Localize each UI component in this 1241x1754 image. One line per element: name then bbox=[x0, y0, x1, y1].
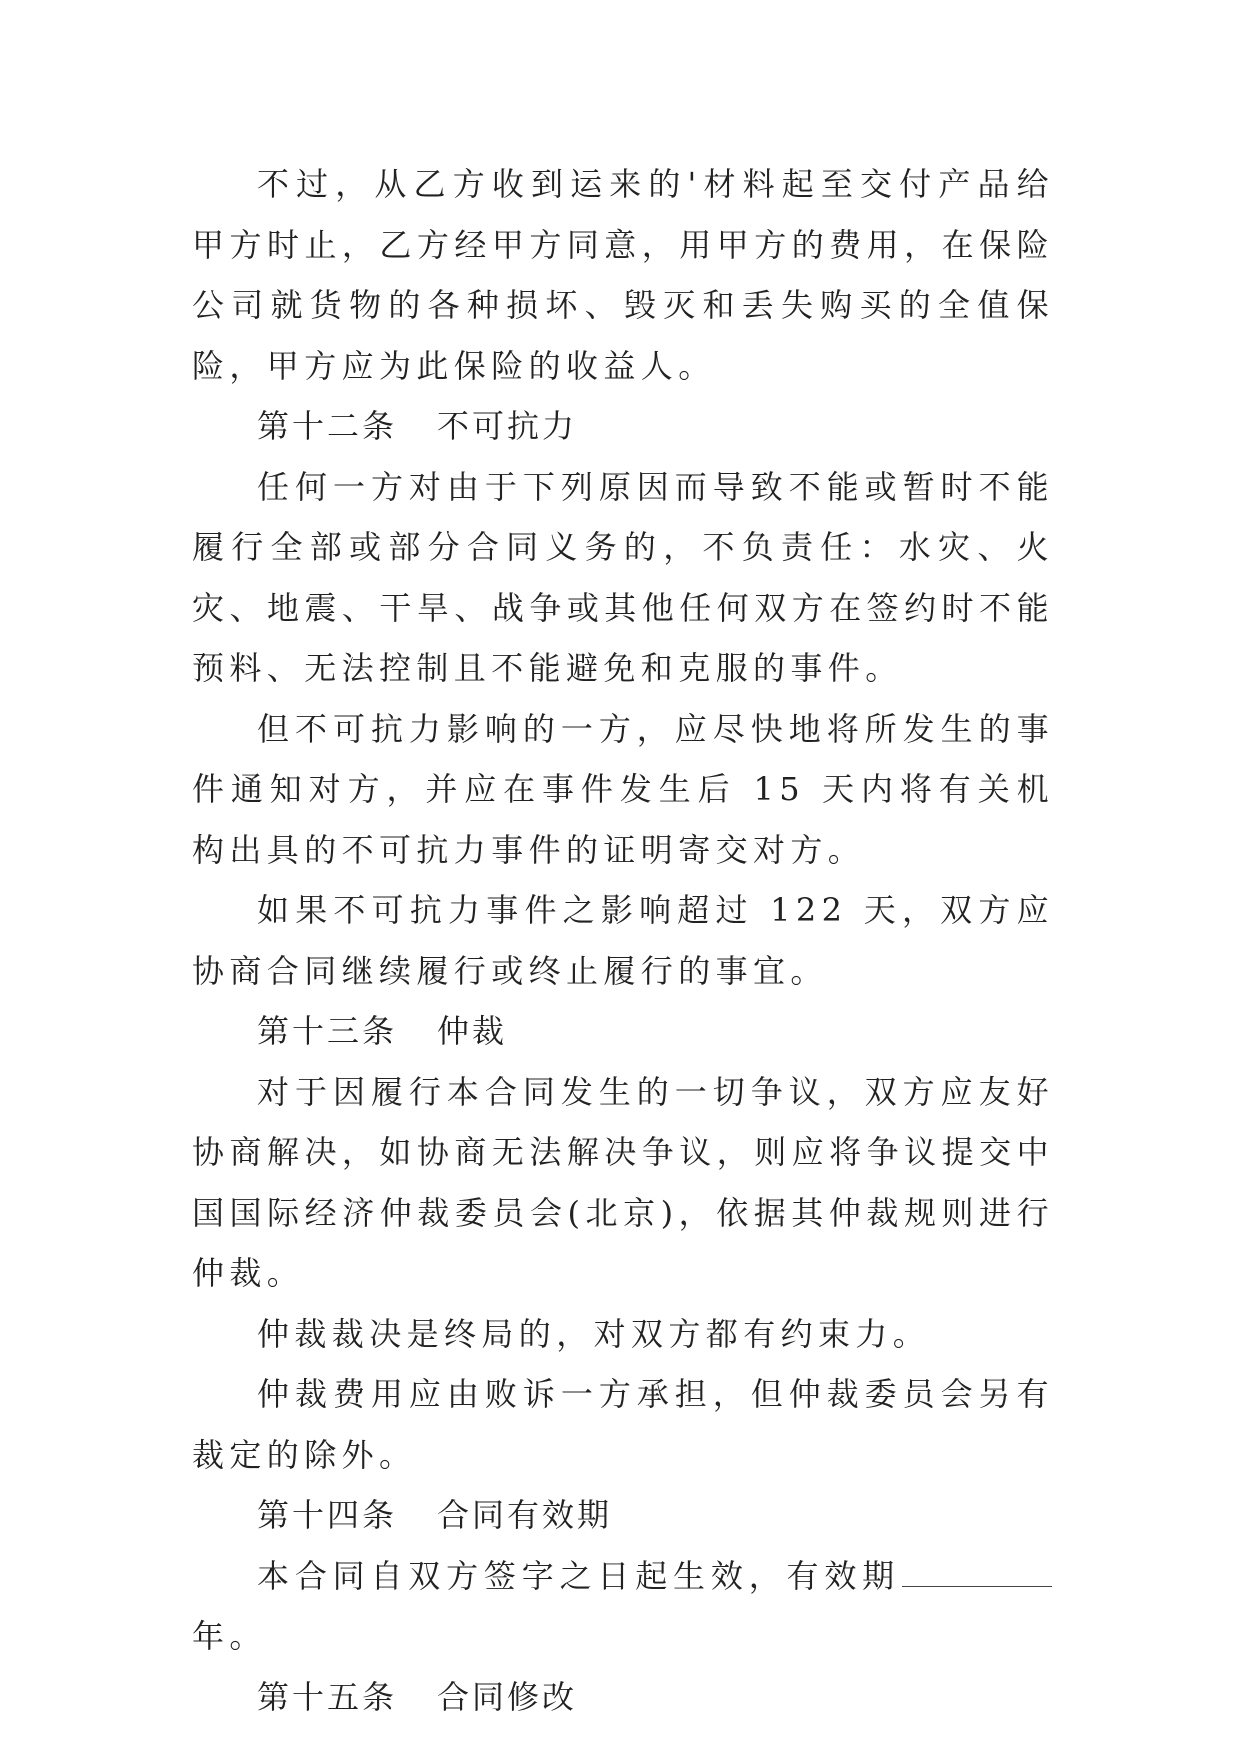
article-number: 第十四条 bbox=[257, 1496, 398, 1534]
article-number: 第十二条 bbox=[257, 407, 398, 445]
validity-years-blank bbox=[902, 1556, 1052, 1587]
article-title: 合同有效期 bbox=[437, 1496, 613, 1534]
paragraph-arbitration-fees: 仲裁费用应由败诉一方承担，但仲裁委员会另有裁定的除外。 bbox=[192, 1375, 1054, 1474]
article-12-heading bbox=[192, 396, 1054, 457]
article-title: 仲裁 bbox=[437, 1012, 508, 1050]
article-title: 不可抗力 bbox=[437, 407, 578, 445]
article-15-heading bbox=[192, 1667, 1054, 1728]
paragraph-arbitration-dispute: 对于因履行本合同发生的一切争议，双方应友好协商解决，如协商无法解决争议，则应将争议提交中国国际经济仲裁委员会(北京)，依据其仲裁规则进行仲裁。 bbox=[192, 1072, 1054, 1292]
paragraph-force-majeure-duration: 如果不可抗力事件之影响超过 122 天，双方应协商合同继续履行或终止履行的事宜。 bbox=[192, 891, 1054, 990]
paragraph-arbitration-final: 仲裁裁决是终局的，对双方都有约束力。 bbox=[257, 1314, 931, 1353]
paragraph-insurance: 不过，从乙方收到运来的'材料起至交付产品给甲方时止，乙方经甲方同意，用甲方的费用，在保险公司就货物的各种损坏、毁灭和丢失购买的全值保险，甲方应为此保险的收益人。 bbox=[192, 165, 1054, 385]
paragraph-force-majeure-notice: 但不可抗力影响的一方，应尽快地将所发生的事件通知对方，并应在事件发生后 15 天内将有关机构出具的不可抗力事件的证明寄交对方。 bbox=[192, 709, 1054, 869]
article-number: 第十三条 bbox=[257, 1012, 398, 1050]
paragraph-validity-period bbox=[192, 1546, 1054, 1667]
article-14-heading bbox=[192, 1485, 1054, 1546]
validity-text-after: 年。 bbox=[192, 1617, 267, 1655]
validity-text-before: 本合同自双方签字之日起生效，有效期 bbox=[257, 1556, 900, 1595]
article-number: 第十五条 bbox=[257, 1677, 398, 1716]
contract-body bbox=[192, 154, 1054, 1727]
article-title: 合同修改 bbox=[437, 1677, 578, 1716]
article-13-heading bbox=[192, 1001, 1054, 1062]
paragraph-force-majeure-scope: 任何一方对由于下列原因而导致不能或暂时不能履行全部或部分合同义务的，不负责任：水灾、火灾、地震、干旱、战争或其他任何双方在签约时不能预料、无法控制且不能避免和克服的事件。 bbox=[192, 467, 1054, 687]
